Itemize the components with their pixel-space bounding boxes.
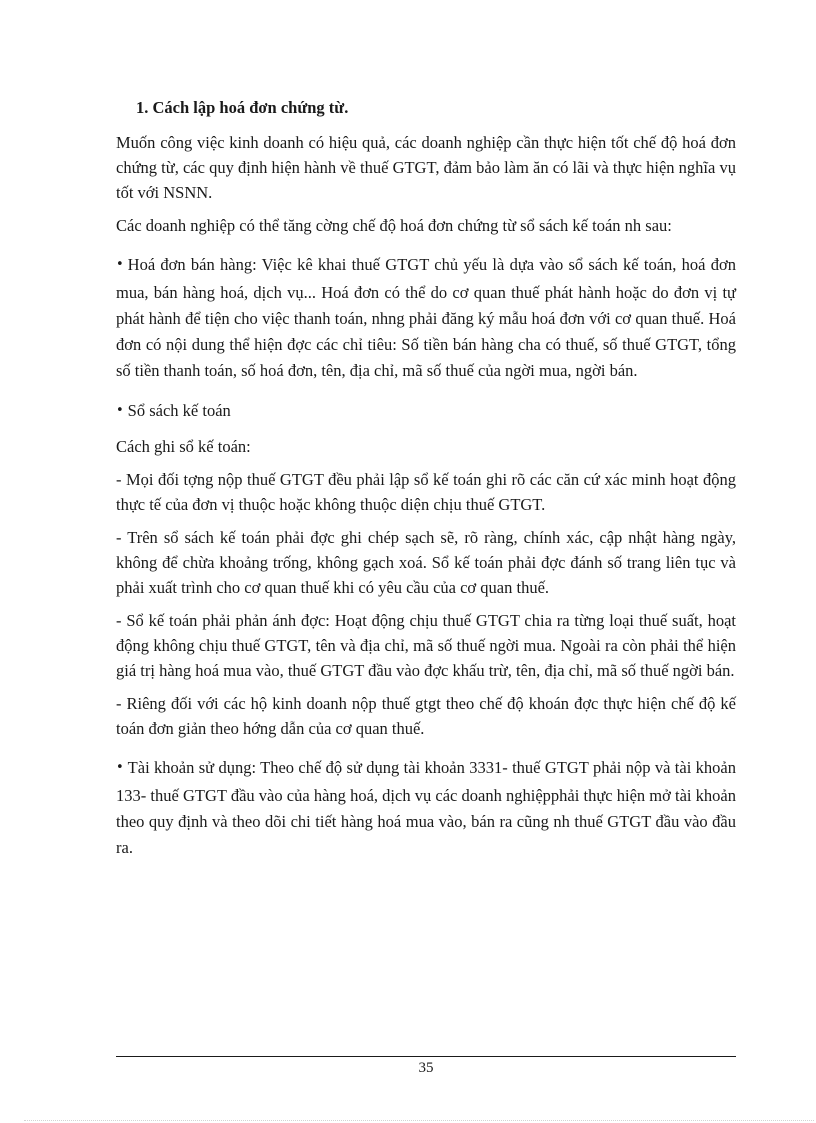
invoice-bullet-item xyxy=(116,252,736,384)
footer-divider xyxy=(116,1056,736,1057)
rule-3-paragraph: - Sổ kế toán phải phản ánh đợc: Hoạt động chịu thuế GTGT chia ra từng loại thuế suất, hoạt động không chịu thuế GTGT, tên và địa chỉ, mã số thuế ngời mua. Ngoài ra còn phải thể hiện giá trị hàng hoá mua vào, thuế GTGT đầu vào đợc khấu trừ, tên, địa chỉ, mã số thuế ngời bán. xyxy=(116,611,736,680)
bullet-icon: • xyxy=(116,760,124,775)
strengthen-paragraph: Các doanh nghiệp có thể tăng cờng chế độ hoá đơn chứng từ sổ sách kế toán nh sau: xyxy=(116,216,672,235)
bullet-icon: • xyxy=(116,403,124,418)
rule-4-paragraph: - Riêng đối với các hộ kinh doanh nộp thuế gtgt theo chế độ khoán đợc thực hiện chế độ kế toán đơn giản theo hớng dẫn của cơ quan thuế. xyxy=(116,694,736,738)
intro-paragraph: Muốn công việc kinh doanh có hiệu quả, các doanh nghiệp cần thực hiện tốt chế độ hoá đơn chứng từ, các quy định hiện hành về thuế GTGT, đảm bảo làm ăn có lãi và thực hiện nghĩa vụ tốt với NSNN. xyxy=(116,133,736,202)
invoice-paragraph: Hoá đơn bán hàng: Việc kê khai thuế GTGT chủ yếu là dựa vào sổ sách kế toán, hoá đơn mua, bán hàng hoá, dịch vụ... Hoá đơn có thể do cơ quan thuế phát hành hoặc do đơn vị tự phát hành để tiện cho việc thanh toán, nhng phải đăng ký mẫu hoá đơn với cơ quan thuế. Hoá đơn có nội dung thể hiện đợc các chỉ tiêu: Số tiền bán hàng cha có thuế, số thuế GTGT, tổng số tiền thanh toán, số hoá đơn, tên, địa chỉ, mã số thuế của ngời mua, ngời bán. xyxy=(116,255,736,380)
ledger-bullet-item xyxy=(116,398,736,426)
ledger-title: Sổ sách kế toán xyxy=(127,401,231,420)
accounts-paragraph: Tài khoản sử dụng: Theo chế độ sử dụng tài khoản 3331- thuế GTGT phải nộp và tài khoản 133- thuế GTGT đầu vào của hàng hoá, dịch vụ các doanh nghiệpphải thực hiện mở tài khoản theo quy định và theo dõi chi tiết hàng hoá mua vào, bán ra cũng nh thuế GTGT đầu vào đầu ra. xyxy=(116,758,736,857)
accounts-bullet-item xyxy=(116,755,736,861)
page-number: 35 xyxy=(418,1060,434,1076)
recording-paragraph: Cách ghi sổ kế toán: xyxy=(116,437,251,456)
section-heading: 1. Cách lập hoá đơn chứng từ. xyxy=(136,98,349,117)
page-content xyxy=(116,95,736,869)
page-edge-divider xyxy=(24,1120,814,1121)
rule-1-paragraph: - Mọi đối tợng nộp thuế GTGT đều phải lập sổ kế toán ghi rõ các căn cứ xác minh hoạt động thực tế của đơn vị thuộc hoặc không thuộc diện chịu thuế GTGT. xyxy=(116,470,736,514)
rule-2-paragraph: - Trên sổ sách kế toán phải đợc ghi chép sạch sẽ, rõ ràng, chính xác, cập nhật hàng ngày, không để chừa khoảng trống, không gạch xoá. Sổ kế toán phải đợc đánh số trang liên tục và phải xuất trình cho cơ quan thuế khi có yêu cầu của cơ quan thuế. xyxy=(116,528,736,597)
bullet-icon: • xyxy=(116,257,124,272)
